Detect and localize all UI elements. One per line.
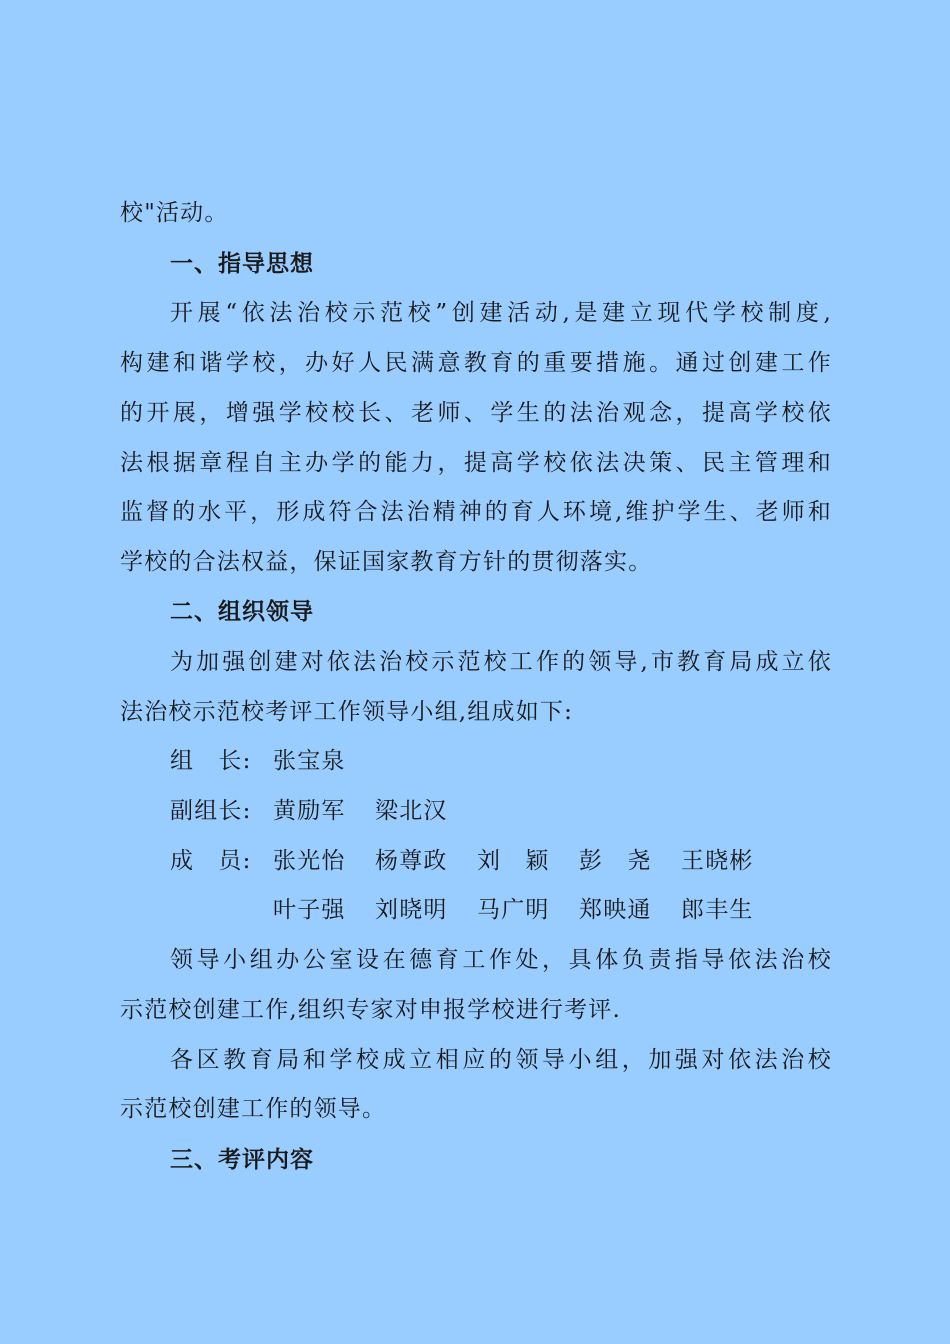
section-heading-organization: 二、组织领导 [170,599,314,625]
member-name: 刘晓明 [375,897,448,923]
member-name: 郑映通 [579,897,652,923]
section-heading-evaluation-content: 三、考评内容 [170,1147,314,1173]
paragraph-line: 监督的水平，形成符合法治精神的育人环境,维护学生、老师和 [120,499,832,525]
deputy-name: 梁北汉 [375,798,448,824]
members-label: 成 员: [170,848,252,874]
paragraph-line: 构建和谐学校，办好人民满意教育的重要措施。通过创建工作 [120,350,832,376]
paragraph-line: 法治校示范校考评工作领导小组,组成如下: [120,699,574,725]
member-name: 张光怡 [273,848,346,874]
leader-row [170,746,830,776]
leader-label: 组 长: [170,748,252,774]
member-name: 马广明 [477,897,550,923]
member-name: 王晓彬 [681,848,754,874]
member-name: 郎丰生 [681,897,754,923]
leader-name: 张宝泉 [273,748,346,774]
paragraph-line: 学校的合法权益，保证国家教育方针的贯彻落实。 [120,549,653,575]
section-heading-guiding-thought: 一、指导思想 [170,251,314,277]
deputy-label: 副组长: [170,798,252,824]
opening-line: 校"活动。 [120,200,229,226]
paragraph-line: 领导小组办公室设在德育工作处，具体负责指导依法治校 [170,947,832,973]
deputy-row [170,796,830,826]
members-row [170,895,830,925]
paragraph-line: 示范校创建工作,组织专家对申报学校进行考评. [120,997,622,1023]
paragraph-line: 各区教育局和学校成立相应的领导小组，加强对依法治校 [170,1047,832,1073]
members-row [170,846,830,876]
paragraph-line: 法根据章程自主办学的能力，提高学校依法决策、民主管理和 [120,450,832,476]
paragraph-line: 的开展，增强学校校长、老师、学生的法治观念，提高学校依 [120,400,832,426]
member-name: 彭 尧 [579,848,652,874]
paragraph-line: 为加强创建对依法治校示范校工作的领导,市教育局成立依 [170,649,832,675]
member-name: 杨尊政 [375,848,448,874]
deputy-name: 黄励军 [273,798,346,824]
member-name: 刘 颖 [477,848,550,874]
paragraph-line: 开展“依法治校示范校”创建活动,是建立现代学校制度, [170,300,832,326]
member-name: 叶子强 [273,897,346,923]
paragraph-line: 示范校创建工作的领导。 [120,1096,387,1122]
